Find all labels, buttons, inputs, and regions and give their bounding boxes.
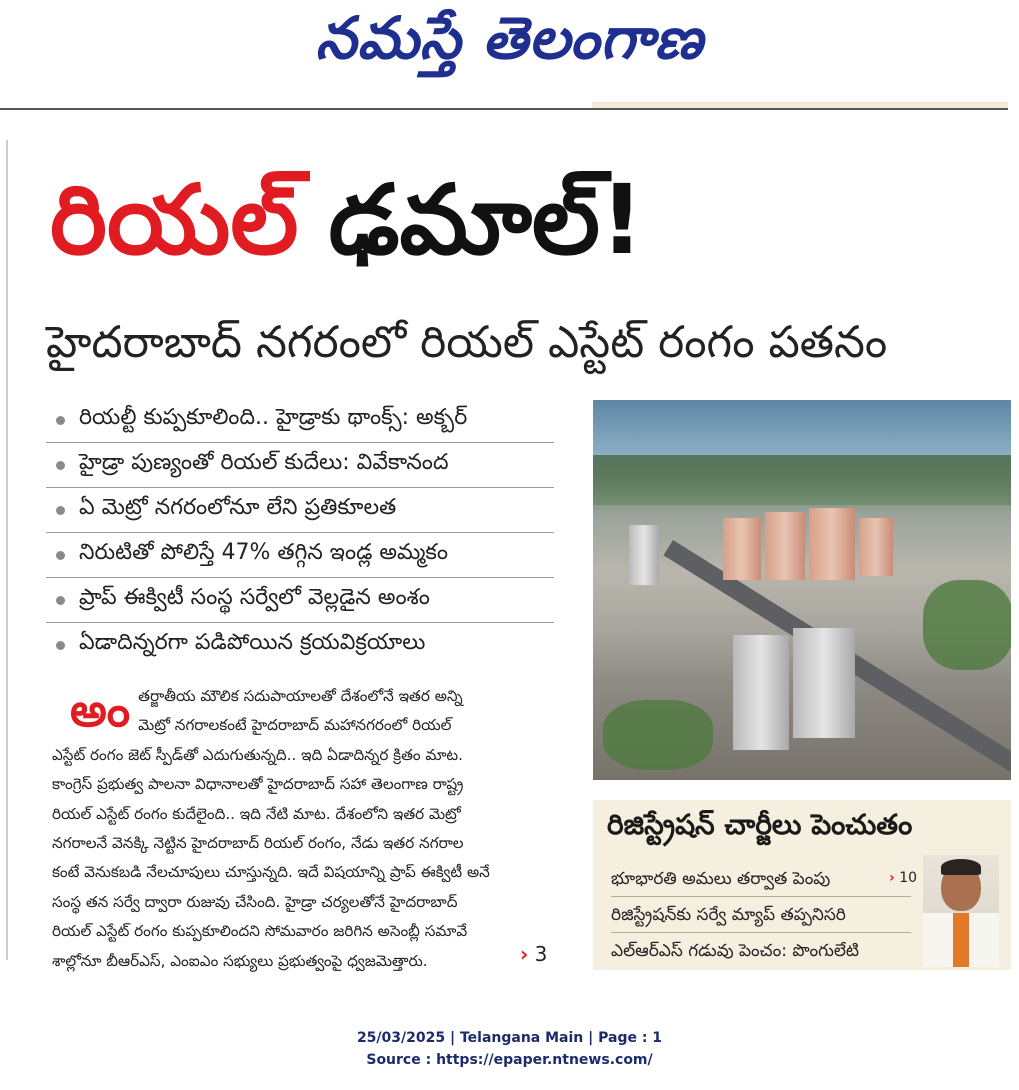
bullet-dot-icon [56, 416, 65, 425]
article-line: శాల్లోనూ బీఆర్‌ఎస్, ఎంఐఎం సభ్యులు ప్రభుత్వంపై ధ్వజమెత్తారు. [52, 951, 428, 970]
photo-tower [765, 512, 805, 580]
masthead [0, 0, 1019, 110]
portrait-scarf [953, 913, 969, 967]
related-page-number: 10 [899, 870, 918, 886]
chevron-right-icon: › [889, 870, 895, 886]
masthead-divider [0, 108, 1008, 110]
bullet-dot-icon [56, 641, 65, 650]
photo-tower [723, 518, 761, 580]
highlight-item [46, 578, 554, 623]
highlight-text: ఏ మెట్రో నగరంలోనూ లేని ప్రతికూలత [79, 495, 397, 520]
chevron-right-icon: › [520, 942, 529, 966]
article-body [52, 682, 558, 976]
highlight-item [46, 443, 554, 488]
article-line: నగరాలనే వెనక్కి నెట్టిన హైదరాబాద్ రియల్ రంగం, నేడు ఇతర నగరాల [52, 834, 464, 853]
related-story-item: భూభారతి అమలు తర్వాత పెంపు [611, 862, 911, 897]
highlight-item [46, 533, 554, 578]
portrait-hair [941, 859, 981, 875]
article-line: సంస్థ తన సర్వే ద్వారా రుజువు చేసింది. హైడ్రా చర్యలతోనే హైదరాబాద్ [52, 892, 458, 911]
photo-tower [629, 525, 659, 585]
bullet-dot-icon [56, 551, 65, 560]
continued-page-link[interactable] [520, 942, 547, 966]
highlight-text: నిరుటితో పోలిస్తే 47% తగ్గిన ఇండ్ల అమ్మకం [79, 540, 449, 565]
headline-part-black: ఢమాల్! [328, 164, 644, 276]
highlight-item [46, 488, 554, 533]
photo-horizon [593, 455, 1011, 505]
photo-tower [793, 628, 855, 738]
main-headline [50, 150, 1010, 290]
related-story-item: రిజిస్ట్రేషన్‌కు సర్వే మ్యాప్ తప్పనిసరి [611, 898, 911, 933]
footer-dateline: 25/03/2025 | Telangana Main | Page : 1 [356, 1030, 663, 1046]
highlight-text: రియల్టీ కుప్పకూలింది.. హైడ్రాకు థాంక్స్: అక్బర్ [79, 405, 468, 430]
city-aerial-photo [593, 400, 1011, 780]
article-line: ఎస్టేట్ రంగం జెట్ స్పీడ్‌తో ఎదుగుతున్నది.. ఇది ఏడాదిన్నర క్రితం మాట. [52, 745, 463, 764]
article-line: మెట్రో నగరాలకంటే హైదరాబాద్ మహానగరంలో రియల్ [138, 716, 452, 735]
bullet-dot-icon [56, 506, 65, 515]
highlight-text: ప్రాప్ ఈక్విటీ సంస్థ సర్వేలో వెల్లడైన అంశం [79, 585, 430, 610]
bullet-dot-icon [56, 461, 65, 470]
photo-sky [593, 400, 1011, 460]
subheadline: హైదరాబాద్ నగరంలో రియల్ ఎస్టేట్ రంగం పతనం [46, 317, 888, 368]
related-story-title: రిజిస్ట్రేషన్ చార్జీలు పెంచుతం [607, 808, 913, 841]
article-line: కంటే వెనుకబడి నేలచూపులు చూస్తున్నది. ఇదే విషయాన్ని ప్రాప్ ఈక్విటీ అనే [52, 863, 490, 882]
continued-page-number: 3 [534, 942, 548, 966]
drop-cap: అం [70, 683, 131, 737]
photo-tower [733, 635, 789, 750]
highlight-text: హైడ్రా పుణ్యంతో రియల్ కుదేలు: వివేకానంద [79, 450, 449, 475]
photo-greenery [603, 700, 713, 770]
article-line: తర్జాతీయ మౌలిక సదుపాయాలతో దేశంలోనే ఇతర అన్ని [138, 687, 463, 705]
article-line: రియల్ ఎస్టేట్ రంగం కుదేలైంది.. ఇది నేటి మాట. దేశంలోని ఇతర మెట్రో [52, 804, 461, 823]
photo-greenery [923, 580, 1011, 670]
article-line: రియల్ ఎస్టేట్ రంగం కుప్పకూలిందని సోమవారం జరిగిన అసెంబ్లీ సమావే [52, 922, 468, 941]
footer-source[interactable]: Source : https://epaper.ntnews.com/ [366, 1052, 653, 1068]
highlight-item [46, 623, 554, 667]
photo-tower [859, 518, 893, 576]
minister-portrait [923, 855, 999, 967]
headline-part-red: రియల్ [50, 164, 299, 276]
highlight-item [46, 398, 554, 443]
related-story-item: ఎల్‌ఆర్‌ఎస్ గడువు పెంచం: పొంగులేటి [611, 941, 860, 961]
related-page-link[interactable] [889, 870, 917, 886]
highlight-text: ఏడాదిన్నరగా పడిపోయిన క్రయవిక్రయాలు [79, 630, 426, 655]
bullet-dot-icon [56, 596, 65, 605]
highlights-list [46, 398, 554, 667]
column-divider [6, 140, 8, 960]
photo-tower [809, 508, 855, 580]
masthead-logo: నమస్తే తెలంగాణ [315, 4, 704, 72]
article-line: కాంగ్రెస్ ప్రభుత్వ పాలనా విధానాలతో హైదరాబాద్ సహా తెలంగాణ రాష్ట్ర [52, 775, 464, 794]
